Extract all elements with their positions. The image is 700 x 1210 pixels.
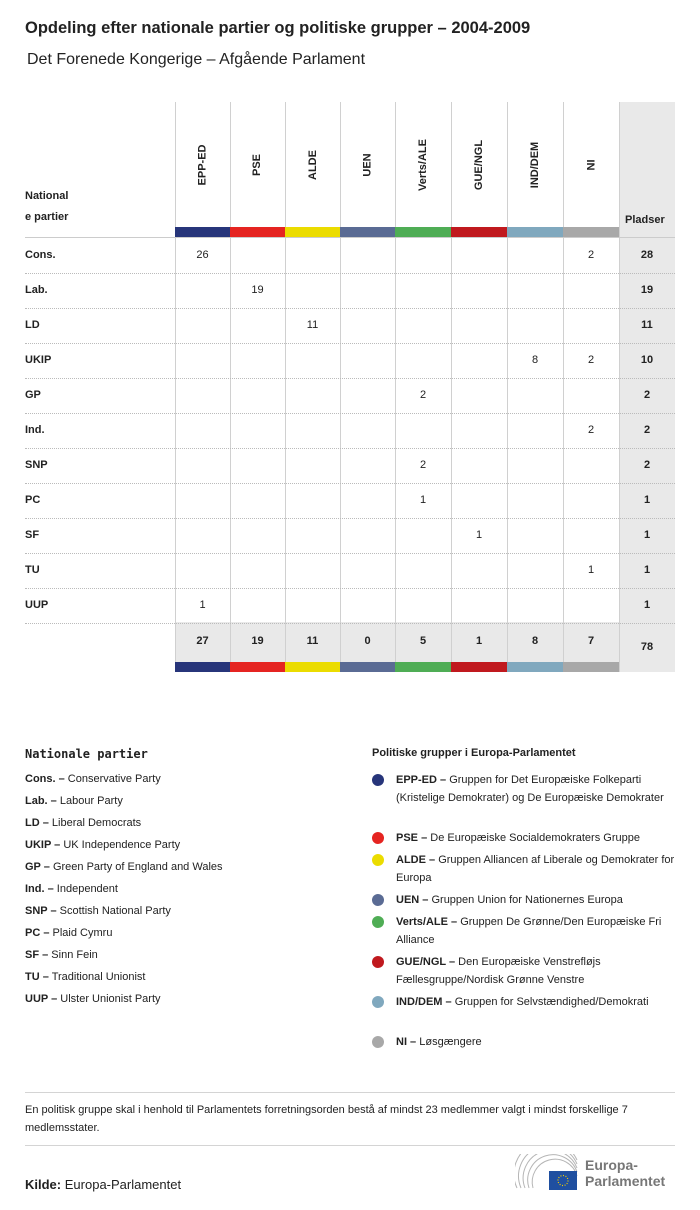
legend-abbr: Ind. – (25, 883, 54, 895)
group-color-dot (372, 956, 384, 968)
group-header (507, 102, 563, 227)
legend-name: Gruppen Alliancen af Liberale og Demokrater for Europa (396, 854, 675, 884)
legend-name: Scottish National Party (59, 905, 171, 917)
legend-group-item (396, 993, 681, 1011)
group-color-dot (372, 854, 384, 866)
logo-line1: Europa- (585, 1157, 638, 1173)
legend-party-item (25, 883, 118, 895)
table-row (25, 518, 675, 554)
logo-line2: Parlamentet (585, 1173, 666, 1189)
legend-group-item (396, 953, 681, 989)
legend-group-item (396, 851, 681, 887)
group-color-bar (451, 227, 507, 237)
legend-name: Gruppen Union for Nationernes Europa (431, 894, 623, 906)
seat-cell: 1 (475, 529, 483, 541)
legend-party-item (25, 773, 161, 785)
column-total-cell: 27 (196, 635, 209, 647)
group-color-bar (451, 662, 507, 672)
party-cell: SNP (25, 459, 48, 471)
group-header-label: UEN (361, 152, 374, 177)
party-cell: Cons. (25, 249, 56, 261)
legend-party-item (25, 949, 98, 961)
seat-cell: 19 (251, 284, 264, 296)
legend-group-item (396, 891, 681, 909)
row-total-cell: 1 (643, 599, 651, 611)
column-total-cell: 7 (587, 635, 595, 647)
seat-cell: 2 (419, 459, 427, 471)
group-color-dot (372, 1036, 384, 1048)
legend-abbr: GP – (25, 861, 50, 873)
page-subtitle: Det Forenede Kongerige – Afgående Parlament (27, 51, 366, 68)
legend-group-item (396, 829, 681, 847)
legend-group-item (396, 771, 681, 807)
party-cell: GP (25, 389, 41, 401)
legend-abbr: Cons. – (25, 773, 65, 785)
table-row (25, 448, 675, 484)
legend-name: Labour Party (59, 795, 123, 807)
legend-party-item (25, 993, 161, 1005)
legend-abbr: UUP – (25, 993, 58, 1005)
legend-name: Den Europæiske Venstrefløjs Fællesgruppe/Nordisk Grønne Venstre (396, 956, 601, 986)
party-cell: PC (25, 494, 41, 506)
source (25, 1177, 181, 1192)
table-row (25, 588, 675, 624)
seat-cell: 11 (306, 319, 319, 331)
column-total-cell: 5 (419, 635, 427, 647)
legend-party-item (25, 817, 141, 829)
column-total-cell: 1 (475, 635, 483, 647)
table-row (25, 378, 675, 414)
table-row (25, 553, 675, 589)
row-total-cell: 10 (640, 354, 654, 366)
legend-abbr: LD – (25, 817, 49, 829)
group-color-dot (372, 916, 384, 928)
table-row (25, 483, 675, 519)
group-header (395, 102, 451, 227)
legend-abbr: Lab. – (25, 795, 57, 807)
row-header: National e partier (25, 190, 69, 223)
group-header-label: NI (585, 159, 597, 170)
table-row (25, 238, 675, 274)
legend-group-item (396, 913, 681, 949)
legend-abbr: GUE/NGL – (396, 956, 456, 968)
legend-party-item (25, 861, 223, 873)
party-cell: LD (25, 319, 40, 331)
legend-name: Independent (56, 883, 118, 895)
group-color-dot (372, 996, 384, 1008)
legend-name: UK Independence Party (63, 839, 181, 851)
group-header (563, 102, 619, 227)
page-title: Opdeling efter nationale partier og politiske grupper – 2004-2009 (25, 19, 531, 37)
legend-name: Gruppen for Selvstændighed/Demokrati (454, 996, 649, 1008)
legend-group-item (396, 1033, 681, 1051)
party-cell: UKIP (25, 354, 52, 366)
legend-name: Løsgængere (419, 1036, 482, 1048)
seat-cell: 2 (587, 354, 595, 366)
group-header-label: EPP-ED (196, 144, 209, 185)
group-header-label: ALDE (306, 149, 319, 180)
group-color-bar (507, 227, 563, 237)
divider (25, 1092, 675, 1093)
group-header (285, 102, 340, 227)
legend-party-item (25, 795, 123, 807)
seat-cell: 1 (199, 599, 206, 611)
table-row (25, 273, 675, 309)
legend-name: Conservative Party (67, 773, 161, 785)
column-total-cell: 11 (306, 635, 319, 647)
legend-party-item (25, 839, 180, 851)
party-cell: Ind. (25, 424, 45, 436)
column-total-cell: 19 (251, 635, 264, 647)
legend-name: Gruppen for Det Europæiske Folkeparti (Kristelige Demokrater) og De Europæiske Demokrater (396, 774, 664, 804)
group-header (175, 102, 230, 227)
row-total-cell: 2 (643, 424, 651, 436)
group-color-bar (175, 662, 230, 672)
row-total-cell: 28 (640, 249, 654, 261)
group-header (340, 102, 395, 227)
group-color-bar (340, 662, 395, 672)
group-color-bar (563, 227, 619, 237)
group-color-dot (372, 894, 384, 906)
legend-name: Green Party of England and Wales (52, 861, 223, 873)
source-label: Kilde: (25, 1177, 62, 1192)
seat-cell: 2 (587, 424, 595, 436)
legend-abbr: PC – (25, 927, 50, 939)
seat-cell: 26 (196, 249, 209, 261)
row-total-cell: 1 (643, 529, 651, 541)
seat-cell: 2 (587, 249, 595, 261)
group-color-dot (372, 774, 384, 786)
row-total-cell: 1 (643, 494, 651, 506)
group-color-bar (563, 662, 619, 672)
group-color-bar (230, 662, 285, 672)
group-color-bar (395, 662, 451, 672)
legend-abbr: IND/DEM – (396, 996, 452, 1008)
legend-party-item (25, 971, 145, 983)
legend-abbr: EPP-ED – (396, 774, 447, 786)
legend-name: De Europæiske Socialdemokraters Gruppe (430, 832, 640, 844)
legend-abbr: UKIP – (25, 839, 61, 851)
row-total-cell: 19 (640, 284, 654, 296)
table-row (25, 343, 675, 379)
legend-abbr: TU – (25, 971, 49, 983)
legend-groups-title: Politiske grupper i Europa-Parlamentet (372, 747, 576, 759)
legend-abbr: ALDE – (396, 854, 436, 866)
legend-abbr: SNP – (25, 905, 57, 917)
ep-logo (515, 1154, 680, 1194)
group-color-bar (285, 227, 340, 237)
group-header-label: Verts/ALE (417, 138, 429, 191)
parliament-hemicycle-icon (515, 1154, 579, 1192)
party-cell: SF (25, 529, 40, 541)
group-header-label: GUE/NGL (473, 139, 485, 190)
group-header (230, 102, 285, 227)
row-total-cell: 2 (643, 459, 651, 471)
legend-name: Ulster Unionist Party (60, 993, 161, 1005)
column-total-cell: 0 (364, 635, 371, 647)
legend-abbr: NI – (396, 1036, 417, 1048)
seat-cell: 1 (587, 564, 595, 576)
group-color-bar (285, 662, 340, 672)
group-color-bar (340, 227, 395, 237)
legend-name: Sinn Fein (51, 949, 98, 961)
legend-name: Gruppen De Grønne/Den Europæiske Fri Alliance (396, 916, 662, 946)
grand-total-cell: 78 (640, 641, 654, 653)
footnote: En politisk gruppe skal i henhold til Parlamentets forretningsorden bestå af mindst 23 medlemmer valgt i mindst forskellige 7 medlemsstater. (25, 1104, 628, 1134)
seat-cell: 8 (531, 354, 539, 366)
table-row (25, 308, 675, 344)
legend-party-item (25, 927, 112, 939)
legend-parties-title: Nationale partier (25, 747, 148, 761)
divider (25, 1145, 675, 1146)
group-color-dot (372, 832, 384, 844)
legend-name: Traditional Unionist (51, 971, 146, 983)
legend-abbr: Verts/ALE – (396, 916, 458, 928)
row-total-cell: 2 (643, 389, 651, 401)
party-cell: UUP (25, 599, 49, 611)
group-header-label: IND/DEM (528, 141, 541, 188)
group-color-bar (230, 227, 285, 237)
party-cell: TU (25, 564, 40, 576)
group-header-label: PSE (251, 153, 264, 176)
group-color-bar (175, 227, 230, 237)
legend-abbr: UEN – (396, 894, 429, 906)
group-header (451, 102, 507, 227)
total-header: Pladser (625, 214, 665, 226)
column-total-cell: 8 (531, 635, 539, 647)
group-color-bar (507, 662, 563, 672)
group-color-bar (395, 227, 451, 237)
seat-cell: 1 (419, 494, 427, 506)
legend-party-item (25, 905, 171, 917)
source-value: Europa-Parlamentet (64, 1177, 182, 1192)
legend-name: Plaid Cymru (52, 927, 113, 939)
legend-abbr: PSE – (396, 832, 428, 844)
legend-abbr: SF – (25, 949, 49, 961)
row-total-cell: 11 (641, 319, 653, 331)
party-cell: Lab. (25, 284, 48, 296)
legend-name: Liberal Democrats (51, 817, 142, 829)
seat-cell: 2 (419, 389, 427, 401)
row-total-cell: 1 (643, 564, 651, 576)
table-row (25, 413, 675, 449)
